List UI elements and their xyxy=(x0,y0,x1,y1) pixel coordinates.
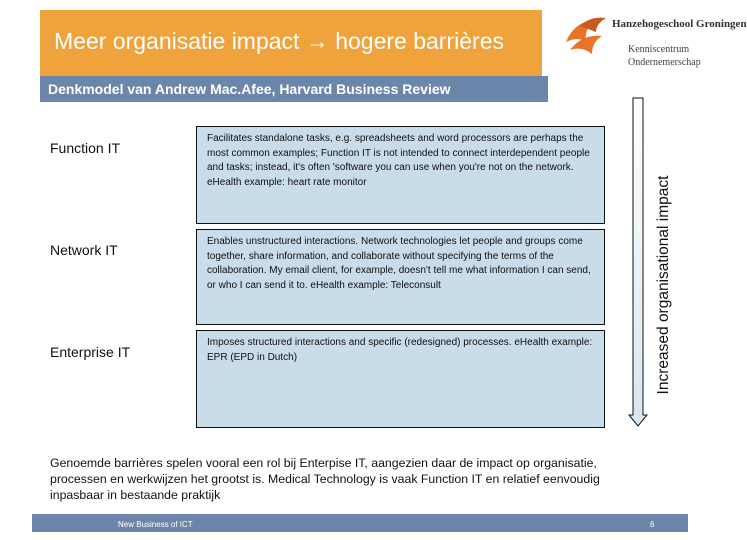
row-label-enterprise-it: Enterprise IT xyxy=(50,344,131,360)
row-description-function-it: Facilitates standalone tasks, e.g. spreadsheets and word processors are perhaps the most common examples; Function IT is not intended to connect interdependent people and tasks; instead, it's often 'software you can use when you're not on the network. eHealth example: heart rate monitor xyxy=(196,126,605,224)
impact-axis-label: Increased organisational impact xyxy=(655,175,672,395)
logo-name: Hanzehogeschool Groningen xyxy=(612,18,747,30)
logo-subtitle-1: Kenniscentrum xyxy=(628,44,690,55)
impact-arrow-icon xyxy=(628,97,648,427)
row-description-network-it: Enables unstructured interactions. Network technologies let people and groups come together, share information, and collaborate without specifying the terms of the collaboration. My email client, for example, doesn't tell me what information I can send, or who I can send it to. eHealth example: Teleconsult xyxy=(196,229,605,325)
row-description-enterprise-it: Imposes structured interactions and specific (redesigned) processes. eHealth example: EPR (EPD in Dutch) xyxy=(196,330,605,428)
footer-label: New Business of ICT xyxy=(118,520,193,529)
logo-mark-icon xyxy=(566,18,606,54)
page-number: 6 xyxy=(650,520,655,529)
slide-title: Meer organisatie impact → hogere barrières xyxy=(54,28,504,54)
row-label-function-it: Function IT xyxy=(50,140,121,156)
row-label-network-it: Network IT xyxy=(50,242,118,258)
slide-subtitle: Denkmodel van Andrew Mac.Afee, Harvard Business Review xyxy=(48,81,451,97)
body-paragraph: Genoemde barrières spelen vooral een rol bij Enterpise IT, aangezien daar de impact op organisatie, processen en werkwijzen het grootst is. Medical Technology is vaak Function IT en relatief eenvoudig inpasbaar in bestaande praktijk xyxy=(50,456,600,502)
logo-subtitle-2: Ondernemerschap xyxy=(628,57,701,68)
